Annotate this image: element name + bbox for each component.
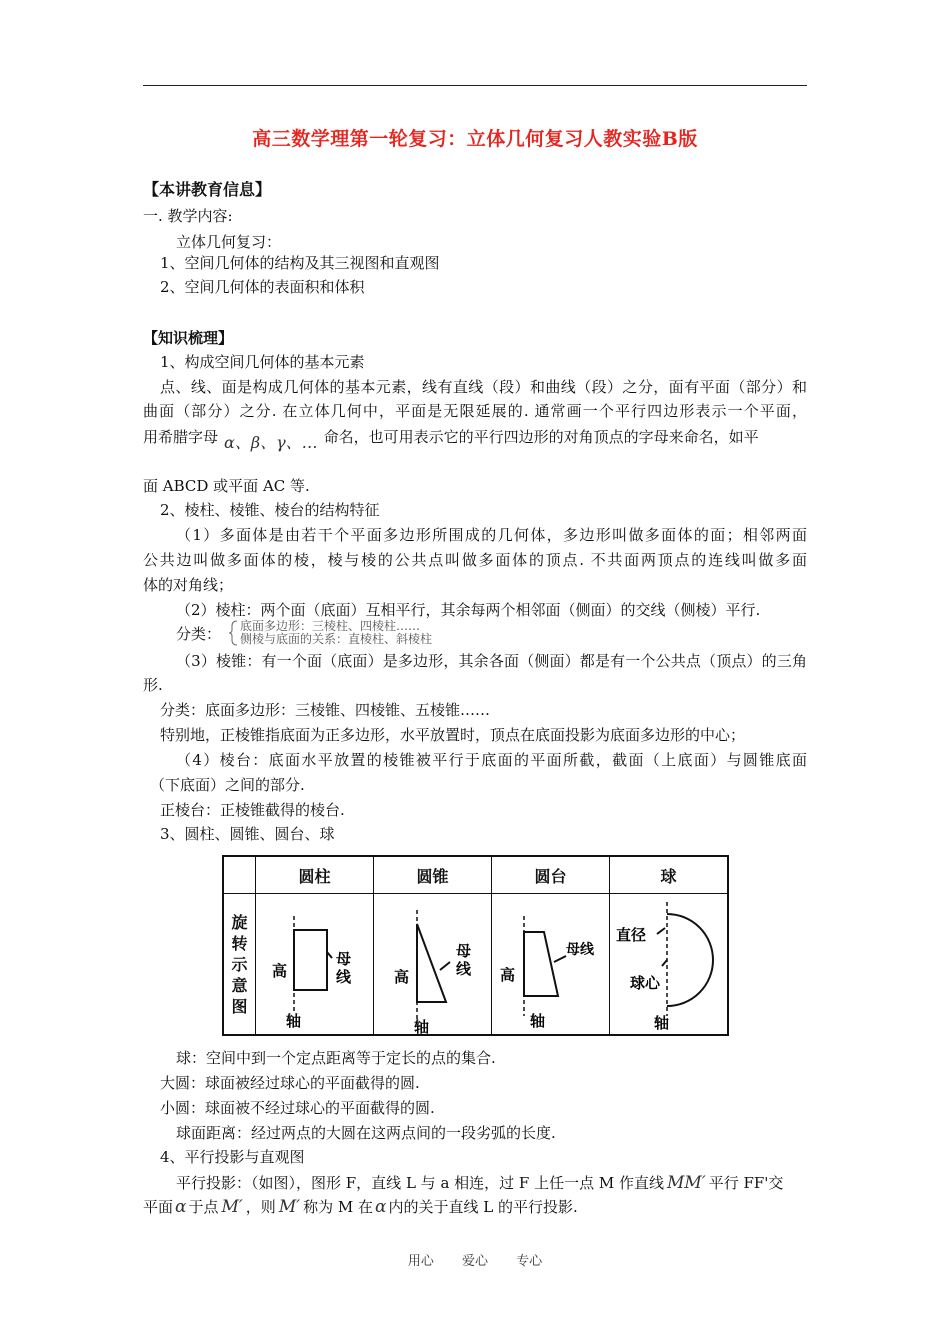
svg-text:线: 线: [456, 960, 472, 978]
greek-letters: α、β、γ、…: [224, 433, 318, 452]
cone-diagram: [374, 894, 492, 1036]
label-axis: 轴: [530, 1012, 546, 1030]
label-center: 球心: [630, 974, 661, 992]
text-line: 用希腊字母 α、β、γ、… 命名，也可用表示它的平行四边形的对角顶点的字母来命名，如平: [143, 428, 759, 452]
header-frustum: 圆台: [492, 856, 610, 894]
text-line: 球：空间中到一个定点距离等于定长的点的集合.: [176, 1049, 496, 1067]
text-line: 小圆：球面被不经过球心的平面截得的圆.: [160, 1099, 435, 1117]
text-line: 正棱台：正棱锥截得的棱台.: [160, 801, 345, 819]
svg-text:母: 母: [456, 942, 472, 960]
text-line: 形.: [143, 676, 163, 694]
label-axis: 轴: [286, 1012, 302, 1030]
text-line: 1、空间几何体的结构及其三视图和直观图: [160, 254, 440, 272]
text-line: 体的对角线；: [143, 576, 234, 594]
text-line: 公共边叫做多面体的棱，棱与棱的公共点叫做多面体的顶点. 不共面两顶点的连线叫做多面: [143, 551, 807, 569]
text-line: 曲面（部分）之分. 在立体几何中，平面是无限延展的. 通常画一个平行四边形表示一个平面，: [143, 402, 807, 420]
text-line: 平面 α 于点 M′ ，则 M′ 称为 M 在 α 内的关于直线 L 的平行投影.: [143, 1197, 578, 1217]
section-heading-knowledge: 【知识梳理】: [143, 329, 234, 347]
text-line: 点、线、面是构成几何体的基本元素，线有直线（段）和曲线（段）之分，面有平面（部分）和: [160, 378, 807, 396]
text-line: 4、平行投影与直观图: [160, 1148, 305, 1166]
text-line: 面 ABCD 或平面 AC 等.: [143, 477, 310, 495]
text-line: 3、圆柱、圆锥、圆台、球: [160, 825, 335, 843]
text-line: 平行投影：（如图），图形 F，直线 L 与 a 相连，过 F 上任一点 M 作直线 MM′ 平行 FF'交: [176, 1173, 784, 1193]
text-line: 立体几何复习：: [176, 233, 282, 251]
label-axis: 轴: [654, 1014, 670, 1032]
text-line: 分类：底面多边形：三棱锥、四棱锥、五棱锥……: [160, 701, 491, 719]
row-label: 旋 转 示 意 图: [223, 894, 256, 1036]
text-line: 大圆：球面被经过球心的平面截得的圆.: [160, 1074, 420, 1092]
section-heading-info: 【本讲教育信息】: [143, 180, 272, 199]
label-diameter: 直径: [616, 926, 647, 944]
text-line: （4）棱台：底面水平放置的棱锥被平行于底面的平面所截，截面（上底面）与圆锥底面: [176, 751, 807, 769]
text-line: 球面距离：经过两点的大圆在这两点间的一段劣弧的长度.: [176, 1124, 556, 1142]
text-line: 2、棱柱、棱锥、棱台的结构特征: [160, 501, 380, 519]
classification-line: 底面多边形：三棱柱、四棱柱……: [240, 619, 421, 633]
label-height: 高: [272, 962, 288, 980]
text-line: 2、空间几何体的表面积和体积: [160, 278, 365, 296]
label-height: 高: [500, 966, 516, 984]
label-height: 高: [394, 968, 410, 986]
svg-text:母: 母: [336, 950, 352, 968]
svg-text:线: 线: [336, 968, 352, 986]
text-line: （2）棱柱：两个面（底面）互相平行，其余每两个相邻面（侧面）的交线（侧棱）平行.: [176, 601, 761, 619]
label-axis: 轴: [414, 1018, 430, 1034]
text-line: 一. 教学内容:: [143, 207, 233, 225]
text-line: （下底面）之间的部分.: [150, 776, 305, 794]
page-footer: 用心 爱心 专心: [407, 1254, 543, 1269]
sphere-diagram: [610, 894, 729, 1036]
brace-icon: [228, 620, 238, 646]
header-cylinder: 圆柱: [256, 856, 374, 894]
text-line: （3）棱锥：有一个面（底面）是多边形，其余各面（侧面）都是有一个公共点（顶点）的三角: [176, 652, 807, 670]
header-sphere: 球: [610, 856, 729, 894]
text-line: 1、构成空间几何体的基本元素: [160, 353, 365, 371]
header-cone: 圆锥: [374, 856, 492, 894]
classification-line: 侧棱与底面的关系：直棱柱、斜棱柱: [240, 632, 433, 646]
solids-of-revolution-figure: [222, 855, 729, 1036]
cylinder-diagram: [256, 894, 374, 1036]
header-rule: [143, 85, 807, 86]
text-line: 特别地，正棱锥指底面为正多边形，水平放置时，顶点在底面投影为底面多边形的中心；: [160, 726, 746, 744]
page-title: 高三数学理第一轮复习：立体几何复习人教实验B版: [252, 128, 698, 150]
corner-cell: [223, 856, 256, 894]
text-line: 分类：: [176, 625, 222, 643]
text-line: （1）多面体是由若干个平面多边形所围成的几何体，多边形叫做多面体的面；相邻两面: [176, 526, 807, 544]
svg-text:母线: 母线: [566, 942, 594, 958]
frustum-diagram: [492, 894, 610, 1036]
